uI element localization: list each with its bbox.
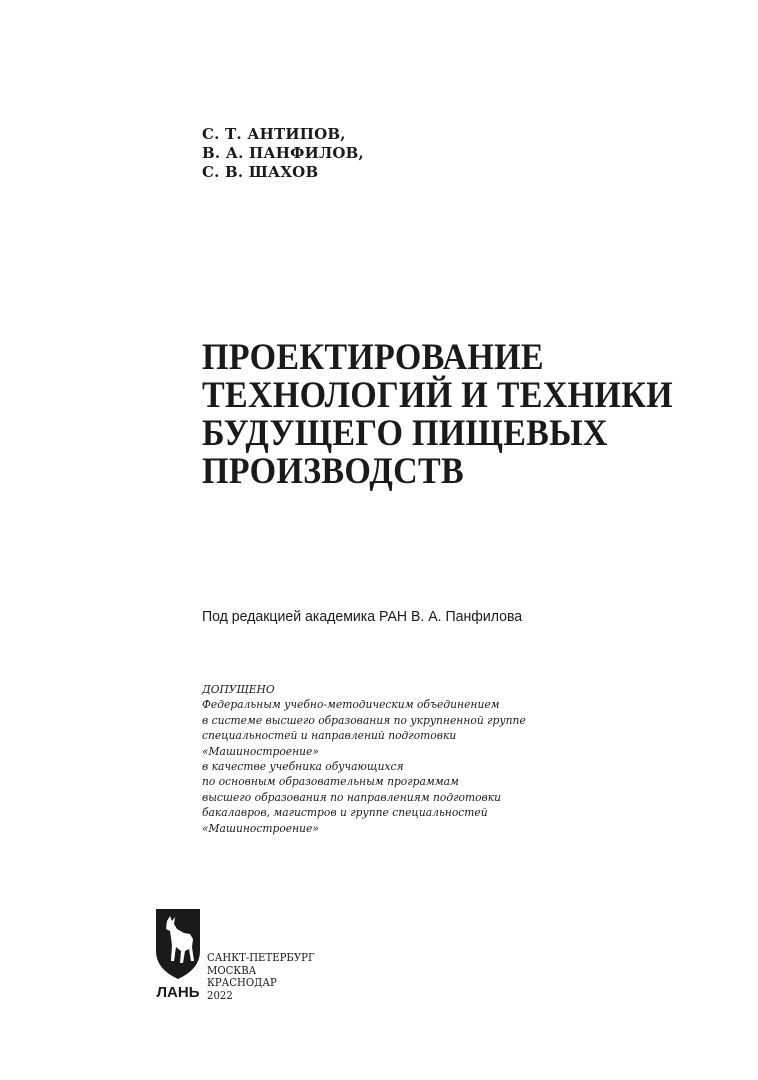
editor-note: Под редакцией академика РАН В. А. Панфилова [202,608,523,625]
imprint-line: САНКТ-ПЕТЕРБУРГ [207,951,315,964]
approval-line: высшего образования по направлениям подготовки [202,789,502,804]
author-name: С. Т. АНТИПОВ, [202,125,346,143]
title-line: ПРОИЗВОДСТВ [202,451,464,492]
author-name: В. А. ПАНФИЛОВ, [202,144,364,162]
approval-line: по основным образовательным программам [202,774,459,789]
book-title [202,339,680,491]
approval-line: специальностей и направлений подготовки [202,728,457,743]
title-line: БУДУЩЕГО ПИЩЕВЫХ [202,413,608,454]
approval-line: ДОПУЩЕНО [202,682,275,696]
approval-line: «Машиностроение» [202,820,319,835]
approval-line: в качестве учебника обучающихся [202,759,404,774]
imprint-year: 2022 [207,988,233,1002]
title-line: ПРОЕКТИРОВАНИЕ [202,337,544,378]
approval-line: Федеральным учебно-методическим объединением [202,697,500,712]
authors-block [202,125,364,182]
title-line: ТЕХНОЛОГИЙ И ТЕХНИКИ [202,375,673,416]
imprint-block [207,952,315,1002]
approval-line: в системе высшего образования по укрупненной группе [202,712,526,727]
approval-line: бакалавров, магистров и группе специальностей [202,805,488,820]
publisher-logo [154,907,202,1003]
author-name: С. В. ШАХОВ [202,163,319,181]
imprint-line: КРАСНОДАР [207,976,277,990]
approval-block [202,682,526,836]
logo-text: ЛАНЬ [156,984,200,1001]
approval-line: «Машиностроение» [202,743,319,758]
deer-shield-icon [156,909,200,979]
imprint-line: МОСКВА [207,963,257,977]
